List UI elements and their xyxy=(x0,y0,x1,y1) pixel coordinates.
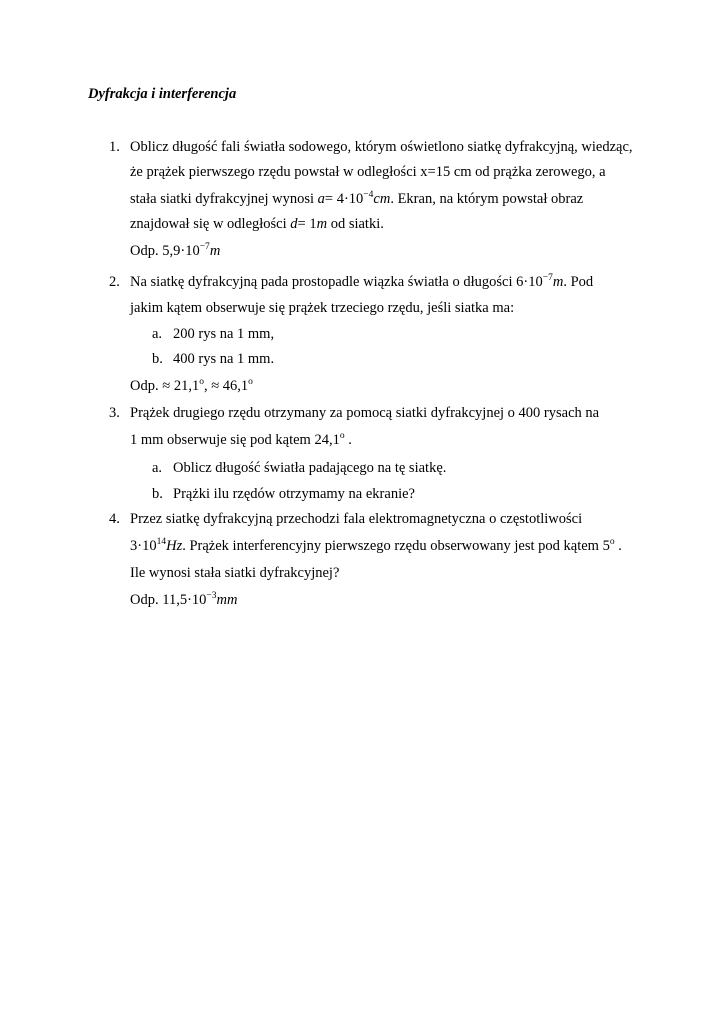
grating-constant-var: a xyxy=(317,191,325,207)
problem-3-sub-b-letter: b. xyxy=(152,486,163,502)
problem-3-line-2 xyxy=(130,431,352,449)
problem-3-line-1: Prążek drugiego rzędu otrzymany za pomocą siatki dyfrakcyjnej o 400 rysach na xyxy=(130,405,600,421)
wavelength-unit: m xyxy=(552,274,564,290)
problem-1-answer xyxy=(130,242,220,260)
screen-distance-value: = 1 xyxy=(297,216,317,232)
problem-1-number: 1. xyxy=(109,139,120,155)
problem-3-number: 3. xyxy=(109,405,120,421)
problem-4-line-2-after: . xyxy=(618,538,622,554)
problem-2-line-1 xyxy=(130,273,593,291)
screen-distance-unit: m xyxy=(316,216,328,232)
degree-symbol: o xyxy=(248,377,253,387)
answer-2-angle-a: ≈ 21,1 xyxy=(162,378,200,394)
grating-constant-exponent: −4 xyxy=(363,190,374,200)
problem-4-answer xyxy=(130,591,237,609)
wavelength-exponent: −7 xyxy=(542,273,553,283)
problem-2-sub-a-text: 200 rys na 1 mm, xyxy=(173,326,275,342)
degree-symbol: o xyxy=(199,377,204,387)
answer-label: Odp. xyxy=(130,378,159,394)
problem-2-line-1-text: Na siatkę dyfrakcyjną pada prostopadle wiązka światła o długości xyxy=(130,274,513,290)
problem-3-sub-a-letter: a. xyxy=(152,460,163,476)
problem-1-line-3-after: . Ekran, na którym powstał obraz xyxy=(390,191,584,207)
problem-1-line-3 xyxy=(130,190,583,208)
problem-4-line-3: Ile wynosi stała siatki dyfrakcyjnej? xyxy=(130,565,340,581)
degree-symbol: o xyxy=(609,537,615,547)
answer-2-angle-b: ≈ 46,1 xyxy=(211,378,249,394)
answer-label: Odp. xyxy=(130,243,159,259)
problem-2-sub-b-text: 400 rys na 1 mm. xyxy=(173,351,275,367)
problem-1-line-2: że prążek pierwszego rzędu powstał w odległości x=15 cm od prążka zerowego, a xyxy=(130,164,606,180)
observation-angle: 24,1 xyxy=(314,432,340,448)
answer-label: Odp. xyxy=(130,592,159,608)
problem-2-line-2: jakim kątem obserwuje się prążek trzeciego rzędu, jeśli siatka ma: xyxy=(130,300,515,316)
screen-distance-var: d xyxy=(290,216,298,232)
degree-symbol: o xyxy=(339,431,345,441)
answer-1-base: 5,9·10 xyxy=(162,243,200,259)
problem-2-sub-a-letter: a. xyxy=(152,326,163,342)
problem-3-line-2-text: 1 mm obserwuje się pod kątem xyxy=(130,432,311,448)
problem-2-answer xyxy=(130,377,253,395)
problem-4-line-1: Przez siatkę dyfrakcyjną przechodzi fala elektromagnetyczna o częstotliwości xyxy=(130,511,583,527)
answer-2-separator: , xyxy=(203,378,212,394)
answer-1-exponent: −7 xyxy=(199,242,210,252)
answer-4-unit: mm xyxy=(216,592,238,608)
wavelength-value: 6·10 xyxy=(516,274,543,290)
frequency-unit: Hz xyxy=(166,538,183,554)
problem-4-line-2-text: . Prążek interferencyjny pierwszego rzędu obserwowany jest pod kątem xyxy=(182,538,599,554)
problem-2-number: 2. xyxy=(109,274,120,290)
grating-constant-value: = 4·10 xyxy=(324,191,364,207)
problem-3-sub-a-text: Oblicz długość światła padającego na tę siatkę. xyxy=(173,460,447,476)
problem-1-line-4 xyxy=(130,215,384,233)
problem-3-line-2-after: . xyxy=(348,432,352,448)
answer-4-base: 11,5·10 xyxy=(162,592,207,608)
problem-4-number: 4. xyxy=(109,511,120,527)
page-title: Dyfrakcja i interferencja xyxy=(88,86,237,102)
answer-4-exponent: −3 xyxy=(206,591,217,601)
problem-1-line-3-text: stała siatki dyfrakcyjnej wynosi xyxy=(130,191,315,207)
first-order-angle: 5 xyxy=(602,538,610,554)
problem-3-sub-b-text: Prążki ilu rzędów otrzymamy na ekranie? xyxy=(173,486,415,502)
problem-1-line-4-after: od siatki. xyxy=(330,216,384,232)
problem-1-line-4-text: znajdował się w odległości xyxy=(130,216,287,232)
problem-1-line-1: Oblicz długość fali światła sodowego, którym oświetlono siatkę dyfrakcyjną, wiedząc, xyxy=(130,139,633,155)
frequency-value: 3·10 xyxy=(130,538,157,554)
problem-2-sub-b-letter: b. xyxy=(152,351,163,367)
problem-2-line-1-after: . Pod xyxy=(563,274,594,290)
problem-4-line-2 xyxy=(130,537,622,555)
grating-constant-unit: cm xyxy=(373,191,391,207)
answer-1-unit: m xyxy=(209,243,221,259)
frequency-exponent: 14 xyxy=(156,537,167,547)
